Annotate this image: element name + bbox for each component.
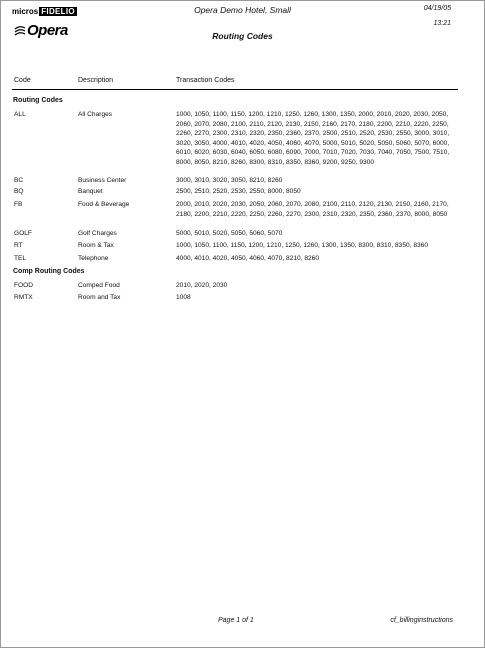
page-number: Page 1 of 1 — [218, 617, 254, 624]
row-transaction-codes: 2000, 2010, 2020, 2030, 2050, 2060, 2070, 2080, 2100, 2110, 2120, 2130, 2150, 2160, 2170, 2180, 2200, 2210, 2220, 2250, 2260, 2270, 2300, 2310, 2320, 2350, 2360, 2370, 8000, 8050 — [176, 201, 449, 218]
column-header-description: Description — [78, 77, 114, 84]
row-description: Room & Tax — [78, 242, 114, 249]
row-code: TEL — [14, 255, 27, 262]
column-header-transaction-codes: Transaction Codes — [176, 77, 235, 84]
report-time: 13:21 — [433, 20, 451, 27]
report-date: 04/19/05 — [423, 5, 451, 12]
row-description: Food & Beverage — [78, 201, 130, 208]
row-transaction-codes: 4000, 4010, 4020, 4050, 4060, 4070, 8210, 8260 — [176, 255, 319, 262]
row-code: RMTX — [14, 294, 33, 301]
row-code: FOOD — [14, 282, 34, 289]
row-transaction-codes: 3000, 3010, 3020, 3050, 8210, 8260 — [176, 177, 283, 184]
column-header-code: Code — [14, 77, 31, 84]
row-code: ALL — [14, 111, 26, 118]
row-description: All Charges — [78, 111, 113, 118]
row-description: Telephone — [78, 255, 109, 262]
group-title-routing-codes: Routing Codes — [13, 97, 63, 104]
fidelio-logo-text: FIDELIO — [41, 6, 75, 16]
group-title-comp-routing-codes: Comp Routing Codes — [13, 268, 85, 275]
row-transaction-codes: 1000, 1050, 1100, 1150, 1200, 1210, 1250, 1260, 1300, 1350, 2000, 2010, 2020, 2030, 2050, 2060, 2070, 2080, 2100, 2110, 2120, 2130, 2150, 2160, 2170, 2180, 2200, 2210, 2220, 2250, 2260, 2270, 2300, 2310, 2320, 2350, 2360, 2370, 2500, 2510, 2520, 2530, 2550, 3000, 3010, 3020, 3050, 4000, 4010, 4020, 4050, 4060, 4070, 5000, 5010, 5020, 5050, 5060, 5070, 6000, 6010, 6020, 6030, 6040, 6050, 6080, 6090, 7000, 7010, 7020, 7030, 7040, 7050, 7500, 7510, 8000, 8050, 8210, 8260, 8300, 8310, 8350, 8360, 9200, 9250, 9300 — [176, 111, 450, 166]
row-transaction-codes: 2500, 2510, 2520, 2530, 2550, 8000, 8050 — [176, 188, 301, 195]
row-transaction-codes: 1000, 1050, 1100, 1150, 1200, 1210, 1250, 1260, 1300, 1350, 8300, 8310, 8350, 8360 — [176, 242, 429, 249]
hotel-name: Opera Demo Hotel, Small — [194, 5, 291, 15]
header-divider — [12, 89, 458, 90]
micros-logo-text: micros — [12, 6, 39, 16]
row-code: RT — [14, 242, 23, 249]
row-transaction-codes: 1008 — [176, 294, 191, 301]
row-code: BC — [14, 177, 24, 184]
row-code: FB — [14, 201, 23, 208]
opera-logo-text: Opera — [27, 22, 68, 39]
row-description: Golf Charges — [78, 230, 117, 237]
report-file-name: cf_billinginstructions — [390, 617, 453, 624]
row-transaction-codes: 5000, 5010, 5020, 5050, 5060, 5070 — [176, 230, 283, 237]
report-title: Routing Codes — [212, 31, 273, 41]
row-description: Business Center — [78, 177, 127, 184]
row-code: GOLF — [14, 230, 32, 237]
row-description: Banquet — [78, 188, 103, 195]
row-description: Room and Tax — [78, 294, 121, 301]
row-transaction-codes: 2010, 2020, 2030 — [176, 282, 228, 289]
row-code: BQ — [14, 188, 24, 195]
row-description: Comped Food — [78, 282, 120, 289]
